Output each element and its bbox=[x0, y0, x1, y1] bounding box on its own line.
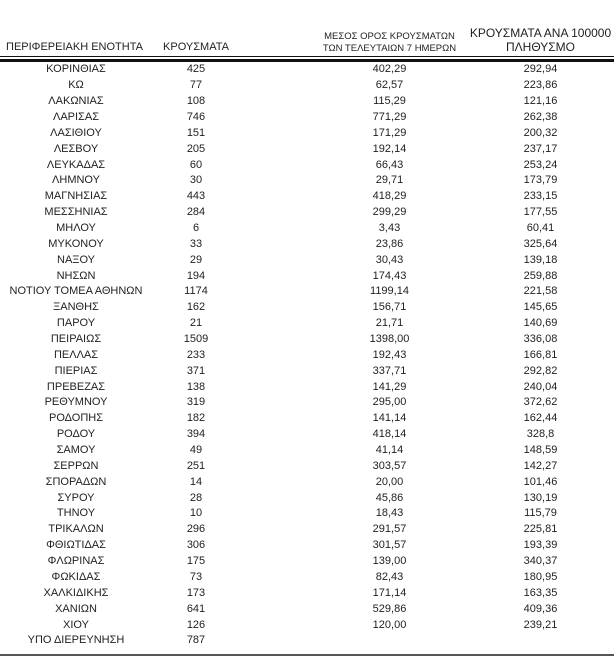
cases-cell: 319 bbox=[186, 396, 206, 409]
region-cell: ΛΑΡΙΣΑΣ bbox=[52, 111, 99, 123]
table-row bbox=[0, 77, 614, 93]
region-cell: ΡΕΘΥΜΝΟΥ bbox=[44, 396, 108, 409]
cases-cell: 33 bbox=[189, 237, 203, 250]
table-row bbox=[0, 220, 614, 236]
cases-cell: 1509 bbox=[183, 333, 209, 346]
per100k-cell: 336,08 bbox=[523, 333, 558, 346]
region-cell: ΧΙΟΥ bbox=[63, 618, 89, 631]
cases-cell: 425 bbox=[186, 63, 206, 76]
table-header-row bbox=[0, 0, 614, 56]
avg7-cell: 141,14 bbox=[372, 412, 407, 425]
region-cell: ΠΡΕΒΕΖΑΣ bbox=[46, 380, 106, 393]
region-cell: ΣΥΡΟΥ bbox=[57, 491, 95, 504]
avg7-cell: 41,14 bbox=[375, 444, 404, 457]
table-row bbox=[0, 157, 614, 173]
per100k-cell: 372,62 bbox=[523, 396, 558, 409]
region-cell: ΠΕΛΛΑΣ bbox=[53, 348, 99, 361]
table-row bbox=[0, 236, 614, 252]
region-cell: ΛΑΣΙΘΙΟΥ bbox=[50, 126, 102, 139]
per100k-cell: 240,04 bbox=[523, 380, 558, 393]
cases-cell: 205 bbox=[186, 142, 206, 155]
avg7-cell: 299,29 bbox=[372, 206, 407, 219]
table-row bbox=[0, 62, 614, 78]
region-cell: ΛΕΣΒΟΥ bbox=[53, 142, 99, 155]
header-region: ΠΕΡΙΦΕΡΕΙΑΚΗ ΕΝΟΤΗΤΑ bbox=[6, 41, 143, 53]
table-row bbox=[0, 569, 614, 585]
header-avg7-line1: ΜΕΣΟΣ ΟΡΟΣ ΚΡΟΥΣΜΑΤΩΝ bbox=[324, 31, 455, 42]
avg7-cell: 771,29 bbox=[372, 111, 407, 123]
per100k-cell: 60,41 bbox=[526, 222, 555, 235]
region-cell: ΣΑΜΟΥ bbox=[56, 444, 96, 457]
cases-cell: 173 bbox=[186, 586, 206, 599]
table-row bbox=[0, 585, 614, 601]
cases-cell: 21 bbox=[189, 317, 203, 330]
region-cell: ΠΕΙΡΑΙΩΣ bbox=[50, 333, 102, 346]
table-row bbox=[0, 188, 614, 204]
table-row bbox=[0, 632, 614, 648]
region-cell: ΛΕΥΚΑΔΑΣ bbox=[46, 158, 106, 171]
region-cell: ΞΑΝΘΗΣ bbox=[53, 301, 99, 314]
table-row bbox=[0, 93, 614, 109]
per100k-cell: 200,32 bbox=[523, 126, 558, 139]
cases-cell: 28 bbox=[189, 491, 203, 504]
table-bottom-border bbox=[0, 654, 614, 656]
avg7-cell: 192,43 bbox=[372, 348, 407, 361]
cases-cell: 108 bbox=[186, 95, 206, 108]
cases-cell: 371 bbox=[186, 364, 206, 377]
table-row bbox=[0, 268, 614, 284]
avg7-cell: 303,57 bbox=[372, 459, 407, 472]
table-row bbox=[0, 284, 614, 300]
avg7-cell: 171,29 bbox=[372, 126, 407, 139]
per100k-cell: 340,37 bbox=[523, 555, 558, 568]
avg7-cell: 18,43 bbox=[375, 507, 404, 520]
table-row bbox=[0, 617, 614, 633]
table-row bbox=[0, 347, 614, 363]
per100k-cell: 223,86 bbox=[523, 79, 558, 92]
avg7-cell: 30,43 bbox=[375, 253, 404, 266]
cases-cell: 284 bbox=[186, 206, 206, 219]
cases-cell: 251 bbox=[186, 459, 206, 472]
per100k-cell: 142,27 bbox=[523, 459, 558, 472]
cases-cell: 443 bbox=[186, 190, 206, 203]
table-row bbox=[0, 204, 614, 220]
cases-cell: 29 bbox=[189, 253, 203, 266]
avg7-cell: 141,29 bbox=[372, 380, 407, 393]
table-row bbox=[0, 442, 614, 458]
avg7-cell: 115,29 bbox=[373, 95, 406, 108]
region-cell: ΝΟΤΙΟΥ ΤΟΜΕΑ ΑΘΗΝΩΝ bbox=[9, 285, 143, 298]
per100k-cell: 253,24 bbox=[523, 158, 558, 171]
cases-cell: 306 bbox=[186, 539, 206, 552]
per100k-cell: 325,64 bbox=[523, 237, 558, 250]
cases-cell: 394 bbox=[186, 428, 206, 441]
avg7-cell: 337,71 bbox=[372, 364, 407, 377]
cases-cell: 182 bbox=[186, 412, 206, 425]
avg7-cell: 418,29 bbox=[372, 190, 407, 203]
cases-cell: 73 bbox=[189, 570, 203, 583]
cases-cell: 77 bbox=[189, 79, 203, 92]
region-cell: ΧΑΛΚΙΔΙΚΗΣ bbox=[43, 586, 109, 599]
header-avg7 bbox=[312, 31, 467, 54]
avg7-cell: 120,00 bbox=[372, 618, 407, 631]
per100k-cell: 225,81 bbox=[523, 523, 558, 536]
table-body bbox=[0, 62, 614, 649]
per100k-cell: 162,44 bbox=[523, 412, 558, 425]
cases-cell: 126 bbox=[186, 618, 206, 631]
table-row bbox=[0, 125, 614, 141]
per100k-cell: 121,16 bbox=[523, 95, 558, 108]
table-row bbox=[0, 521, 614, 537]
region-cell: ΝΑΞΟΥ bbox=[57, 253, 95, 266]
cases-cell: 138 bbox=[186, 380, 206, 393]
cases-cell: 10 bbox=[189, 507, 203, 520]
table-row bbox=[0, 315, 614, 331]
table-row bbox=[0, 395, 614, 411]
cases-cell: 60 bbox=[189, 158, 203, 171]
avg7-cell: 295,00 bbox=[372, 396, 407, 409]
per100k-cell: 292,94 bbox=[523, 63, 558, 76]
table-row bbox=[0, 299, 614, 315]
table-row bbox=[0, 109, 614, 125]
table-row bbox=[0, 490, 614, 506]
per100k-cell: 173,79 bbox=[523, 174, 558, 187]
region-cell: ΚΟΡΙΝΘΙΑΣ bbox=[46, 63, 106, 76]
avg7-cell: 62,57 bbox=[375, 79, 404, 92]
table-row bbox=[0, 506, 614, 522]
cases-cell: 296 bbox=[186, 523, 206, 536]
table-row bbox=[0, 363, 614, 379]
avg7-cell: 21,71 bbox=[375, 317, 404, 330]
cases-cell: 641 bbox=[186, 602, 206, 615]
table-row bbox=[0, 252, 614, 268]
table-row bbox=[0, 331, 614, 347]
avg7-cell: 171,14 bbox=[372, 586, 407, 599]
region-cell: ΜΑΓΝΗΣΙΑΣ bbox=[44, 190, 108, 203]
region-cell: ΦΘΙΩΤΙΔΑΣ bbox=[46, 539, 106, 552]
per100k-cell: 115,79 bbox=[524, 507, 557, 520]
region-cell: ΣΠΟΡΑΔΩΝ bbox=[45, 475, 107, 488]
cases-cell: 194 bbox=[186, 269, 206, 282]
per100k-cell: 221,58 bbox=[523, 285, 558, 298]
per100k-cell: 259,88 bbox=[523, 269, 558, 282]
region-cell: ΥΠΟ ΔΙΕΡΕΥΝΗΣΗ bbox=[27, 634, 125, 647]
per100k-cell: 233,15 bbox=[523, 190, 558, 203]
avg7-cell: 23,86 bbox=[375, 237, 404, 250]
cases-cell: 787 bbox=[186, 634, 206, 647]
region-cell: ΜΥΚΟΝΟΥ bbox=[48, 237, 104, 250]
region-cell: ΜΗΛΟΥ bbox=[56, 222, 96, 235]
region-cell: ΛΑΚΩΝΙΑΣ bbox=[48, 95, 104, 108]
region-cell: ΦΩΚΙΔΑΣ bbox=[51, 570, 101, 583]
avg7-cell: 174,43 bbox=[372, 269, 407, 282]
cases-cell: 6 bbox=[192, 222, 200, 235]
per100k-cell: 180,95 bbox=[523, 570, 558, 583]
header-per100k bbox=[467, 26, 614, 54]
cases-cell: 162 bbox=[186, 301, 206, 314]
cases-cell: 233 bbox=[186, 348, 206, 361]
avg7-cell: 291,57 bbox=[372, 523, 407, 536]
cases-cell: 746 bbox=[186, 111, 206, 123]
table-row bbox=[0, 537, 614, 553]
table-row bbox=[0, 553, 614, 569]
region-cell: ΠΑΡΟΥ bbox=[56, 317, 96, 330]
header-avg7-line2: ΤΩΝ ΤΕΛΕΥΤΑΙΩΝ 7 ΗΜΕΡΩΝ bbox=[322, 42, 457, 54]
cases-cell: 30 bbox=[189, 174, 203, 187]
table-row bbox=[0, 141, 614, 157]
avg7-cell: 45,86 bbox=[375, 491, 404, 504]
region-cell: ΣΕΡΡΩΝ bbox=[53, 459, 99, 472]
per100k-cell: 145,65 bbox=[523, 301, 558, 314]
per100k-cell: 177,55 bbox=[523, 206, 558, 219]
table-row bbox=[0, 379, 614, 395]
region-cell: ΚΩ bbox=[68, 79, 84, 92]
avg7-cell: 66,43 bbox=[375, 158, 404, 171]
table-row bbox=[0, 474, 614, 490]
per100k-cell: 292,82 bbox=[523, 364, 558, 377]
region-cell: ΠΙΕΡΙΑΣ bbox=[54, 364, 98, 377]
region-cell: ΤΗΝΟΥ bbox=[56, 507, 96, 520]
avg7-cell: 29,71 bbox=[375, 174, 404, 187]
per100k-cell: 140,69 bbox=[523, 317, 558, 330]
per100k-cell: 166,81 bbox=[523, 348, 558, 361]
per100k-cell: 239,21 bbox=[523, 618, 558, 631]
avg7-cell: 301,57 bbox=[372, 539, 407, 552]
cases-cell: 14 bbox=[189, 475, 203, 488]
table-row bbox=[0, 173, 614, 189]
header-per100k-line2: ΠΛΗΘΥΣΜΟ bbox=[505, 40, 576, 54]
table-row bbox=[0, 458, 614, 474]
region-cell: ΝΗΣΩΝ bbox=[56, 269, 96, 282]
per100k-cell: 139,18 bbox=[523, 253, 558, 266]
avg7-cell: 402,29 bbox=[372, 63, 407, 76]
avg7-cell: 82,43 bbox=[375, 570, 404, 583]
avg7-cell: 1398,00 bbox=[369, 333, 410, 346]
per100k-cell: 409,36 bbox=[523, 602, 558, 615]
per100k-cell: 163,35 bbox=[523, 586, 558, 599]
region-cell: ΡΟΔΟΠΗΣ bbox=[48, 412, 104, 425]
avg7-cell: 3,43 bbox=[378, 222, 401, 235]
table-row bbox=[0, 426, 614, 442]
avg7-cell: 139,00 bbox=[372, 555, 407, 568]
per100k-cell: 148,59 bbox=[523, 444, 558, 457]
per100k-cell: 328,8 bbox=[526, 428, 555, 441]
cases-cell: 1174 bbox=[184, 285, 208, 298]
region-cell: ΦΛΩΡΙΝΑΣ bbox=[47, 555, 105, 568]
cases-cell: 175 bbox=[186, 555, 206, 568]
header-per100k-line1: ΚΡΟΥΣΜΑΤΑ ΑΝΑ 100000 bbox=[469, 26, 612, 40]
avg7-cell: 1199,14 bbox=[370, 285, 409, 298]
cases-cell: 49 bbox=[189, 444, 203, 457]
per100k-cell: 130,19 bbox=[523, 491, 558, 504]
region-cell: ΤΡΙΚΑΛΩΝ bbox=[48, 523, 104, 536]
avg7-cell: 418,14 bbox=[372, 428, 407, 441]
per100k-cell: 101,46 bbox=[523, 475, 558, 488]
region-cell: ΡΟΔΟΥ bbox=[56, 428, 96, 441]
cases-cell: 151 bbox=[186, 126, 206, 139]
avg7-cell: 156,71 bbox=[372, 301, 407, 314]
per100k-cell: 193,39 bbox=[523, 539, 558, 552]
region-cell: ΜΕΣΣΗΝΙΑΣ bbox=[44, 206, 108, 219]
avg7-cell: 192,14 bbox=[372, 142, 407, 155]
per100k-cell: 262,38 bbox=[523, 111, 558, 123]
per100k-cell: 237,17 bbox=[523, 142, 558, 155]
avg7-cell: 529,86 bbox=[372, 602, 407, 615]
avg7-cell: 20,00 bbox=[375, 475, 404, 488]
region-cell: ΧΑΝΙΩΝ bbox=[55, 602, 97, 615]
table-row bbox=[0, 410, 614, 426]
header-cases: ΚΡΟΥΣΜΑΤΑ bbox=[163, 41, 229, 53]
region-cell: ΛΗΜΝΟΥ bbox=[52, 174, 100, 187]
table-row bbox=[0, 601, 614, 617]
